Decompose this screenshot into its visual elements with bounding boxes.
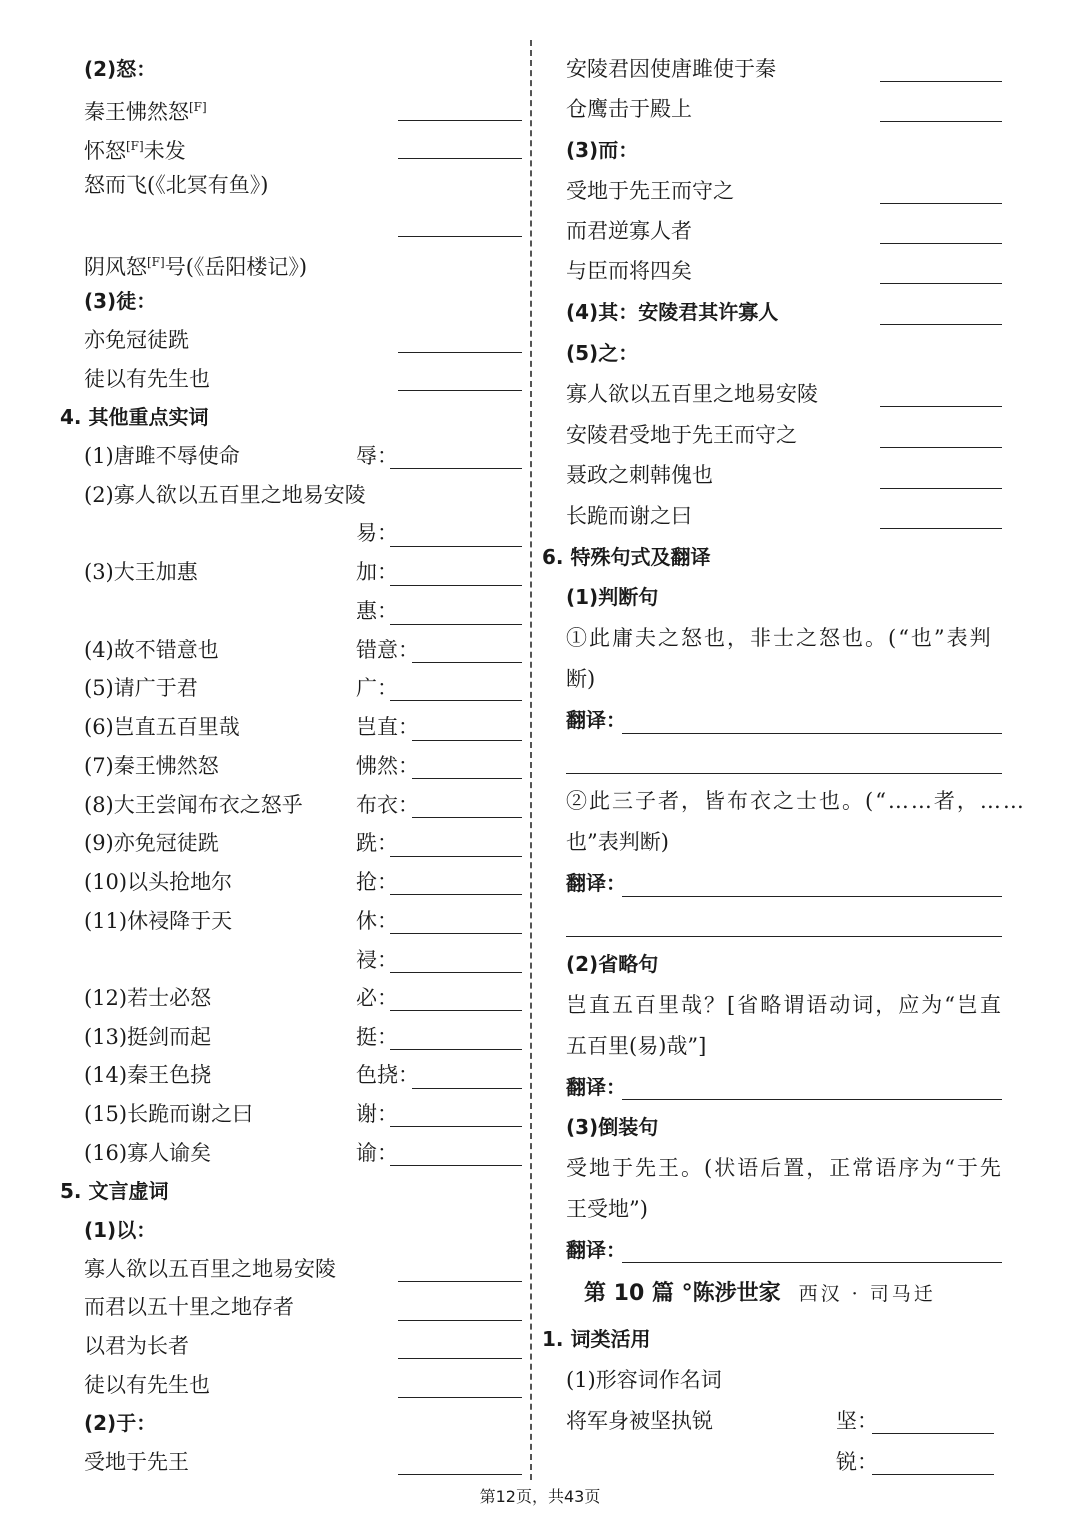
nu-item-2: 怀怒[F]未发 [84, 139, 186, 163]
tu-heading: (3)徒： [84, 289, 157, 313]
answer-blank[interactable] [390, 700, 522, 701]
sec4-label: 抢： [356, 870, 398, 894]
sec4-label: 谕： [356, 1141, 398, 1165]
chapter-title [584, 1279, 936, 1309]
sec4-label: 错意： [356, 638, 419, 662]
omit-sentence: 岂直五百里哉？[省略谓语动词，应为“岂直 [566, 993, 1003, 1017]
section-4-title: 4. 其他重点实词 [60, 405, 209, 429]
invert-sentence-cont: 王受地”) [566, 1197, 648, 1221]
er-item: 而君逆寡人者 [566, 219, 692, 243]
zhi-item: 寡人欲以五百里之地易安陵 [566, 382, 818, 406]
chapter-title-text: 第 10 篇 °陈涉世家 [584, 1281, 781, 1306]
judge-sentence-1: ①此庸夫之怒也，非士之怒也。(“也”表判 [566, 626, 993, 650]
answer-blank[interactable] [398, 1474, 522, 1475]
translate-blank[interactable] [622, 1262, 1002, 1263]
answer-blank[interactable] [398, 352, 522, 353]
translate-blank[interactable] [622, 1099, 1002, 1100]
judge-sentence-1-cont: 断) [566, 667, 596, 691]
answer-blank[interactable] [390, 585, 522, 586]
translate-label: 翻译： [566, 708, 626, 732]
sec4-item: (5)请广于君 [84, 676, 198, 700]
sec4-label: 加： [356, 560, 398, 584]
sec4-item: (4)故不错意也 [84, 638, 219, 662]
answer-blank[interactable] [412, 740, 522, 741]
answer-blank[interactable] [398, 236, 522, 237]
zhi-item: 长跪而谢之曰 [566, 504, 692, 528]
sec4-label: 必： [356, 986, 398, 1010]
answer-blank[interactable] [390, 894, 522, 895]
sec4-item: (12)若士必怒 [84, 986, 212, 1010]
answer-blank[interactable] [872, 1433, 994, 1434]
sec4-item: (6)岂直五百里哉 [84, 715, 240, 739]
section-5-title: 5. 文言虚词 [60, 1179, 169, 1203]
answer-blank[interactable] [880, 81, 1002, 82]
adj-label: 坚： [836, 1409, 878, 1433]
nu-item-3: 怒而飞(《北冥有鱼》) [84, 173, 269, 197]
answer-blank[interactable] [398, 158, 522, 159]
answer-blank[interactable] [412, 817, 522, 818]
answer-blank[interactable] [390, 1126, 522, 1127]
nu-heading: (2)怒： [84, 57, 157, 81]
yi-item: 而君以五十里之地存者 [84, 1295, 294, 1319]
answer-blank[interactable] [398, 120, 522, 121]
answer-blank[interactable] [398, 1397, 522, 1398]
answer-blank[interactable] [390, 856, 522, 857]
answer-blank[interactable] [880, 406, 1002, 407]
answer-blank[interactable] [398, 1281, 522, 1282]
yi-item: 寡人欲以五百里之地易安陵 [84, 1257, 336, 1281]
translate-label: 翻译： [566, 1075, 626, 1099]
answer-blank[interactable] [880, 528, 1002, 529]
qi-line: (4)其：安陵君其许寡人 [566, 300, 779, 324]
yi-item: 徒以有先生也 [84, 1373, 210, 1397]
sec4-item: (3)大王加惠 [84, 560, 198, 584]
answer-blank[interactable] [880, 203, 1002, 204]
er-heading: (3)而： [566, 138, 639, 162]
answer-blank[interactable] [412, 662, 522, 663]
sec4-label: 广： [356, 676, 398, 700]
omit-heading: (2)省略句 [566, 952, 659, 976]
sec4-label: 祲： [356, 948, 398, 972]
sec4-item: (2)寡人欲以五百里之地易安陵 [84, 483, 366, 507]
translate-label: 翻译： [566, 1238, 626, 1262]
yu-item: 受地于先王 [84, 1450, 189, 1474]
yi-item: 以君为长者 [84, 1334, 189, 1358]
nu-item-4: 阴风怒[F]号(《岳阳楼记》) [84, 255, 308, 279]
translate-blank[interactable] [622, 733, 1002, 734]
answer-blank[interactable] [398, 1358, 522, 1359]
section-6-title: 6. 特殊句式及翻译 [542, 545, 711, 569]
adj-label: 锐： [836, 1450, 878, 1474]
answer-blank[interactable] [880, 283, 1002, 284]
yu-item: 仓鹰击于殿上 [566, 97, 692, 121]
invert-sentence: 受地于先王。(状语后置，正常语序为“于先 [566, 1156, 1003, 1180]
answer-blank[interactable] [398, 1320, 522, 1321]
chapter-author: 西汉 · 司马迁 [798, 1283, 936, 1305]
tu-item: 徒以有先生也 [84, 367, 210, 391]
answer-blank[interactable] [390, 1010, 522, 1011]
yi-heading: (1)以： [84, 1218, 157, 1242]
sec4-label: 辱： [356, 444, 398, 468]
answer-blank[interactable] [412, 1088, 522, 1089]
sec4-label: 岂直： [356, 715, 419, 739]
answer-blank[interactable] [390, 1165, 522, 1166]
answer-blank[interactable] [880, 447, 1002, 448]
sec4-label: 易： [356, 521, 398, 545]
judge-heading: (1)判断句 [566, 585, 659, 609]
sec4-item: (11)休祲降于天 [84, 909, 233, 933]
answer-blank[interactable] [880, 243, 1002, 244]
adj-heading: (1)形容词作名词 [566, 1368, 722, 1392]
omit-sentence-cont: 五百里(易)哉”] [566, 1034, 707, 1058]
translate-blank[interactable] [566, 773, 1002, 774]
zhi-item: 安陵君受地于先王而守之 [566, 423, 797, 447]
answer-blank[interactable] [390, 546, 522, 547]
sec4-item: (14)秦王色挠 [84, 1063, 212, 1087]
sec4-label: 布衣： [356, 793, 419, 817]
sec4-item: (10)以头抢地尔 [84, 870, 233, 894]
answer-blank[interactable] [412, 778, 522, 779]
sec4-item: (16)寡人谕矣 [84, 1141, 212, 1165]
column-divider [530, 40, 532, 1480]
answer-blank[interactable] [880, 121, 1002, 122]
answer-blank[interactable] [880, 324, 1002, 325]
answer-blank[interactable] [390, 468, 522, 469]
answer-blank[interactable] [390, 933, 522, 934]
answer-blank[interactable] [390, 1049, 522, 1050]
sec4-label: 休： [356, 909, 398, 933]
tu-item: 亦免冠徒跣 [84, 328, 189, 352]
answer-blank[interactable] [390, 624, 522, 625]
er-item: 受地于先王而守之 [566, 179, 734, 203]
answer-blank[interactable] [390, 972, 522, 973]
sec4-label: 色挠： [356, 1063, 419, 1087]
yu-item: 安陵君因使唐雎使于秦 [566, 57, 776, 81]
yu-heading: (2)于： [84, 1411, 157, 1435]
sec4-label: 惠： [356, 599, 398, 623]
adj-item: 将军身被坚执锐 [566, 1409, 713, 1433]
judge-sentence-2: ②此三子者，皆布衣之士也。(“……者，…… [566, 789, 1026, 813]
answer-blank[interactable] [398, 390, 522, 391]
page-footer: 第12页，共43页 [479, 1487, 601, 1506]
answer-blank[interactable] [872, 1474, 994, 1475]
zhi-heading: (5)之： [566, 341, 639, 365]
zhi-item: 聂政之刺韩傀也 [566, 463, 713, 487]
nu-item-1: 秦王怫然怒[F] [84, 100, 207, 124]
sec4-item: (15)长跪而谢之曰 [84, 1102, 254, 1126]
translate-label: 翻译： [566, 871, 626, 895]
sec4-item: (7)秦王怫然怒 [84, 754, 219, 778]
sec4-label: 怫然： [356, 754, 419, 778]
invert-heading: (3)倒装句 [566, 1115, 659, 1139]
sec4-item: (9)亦免冠徒跣 [84, 831, 219, 855]
sec4-item: (8)大王尝闻布衣之怒乎 [84, 793, 303, 817]
translate-blank[interactable] [566, 936, 1002, 937]
sec4-label: 挺： [356, 1025, 398, 1049]
sec4-item: (1)唐雎不辱使命 [84, 444, 240, 468]
answer-blank[interactable] [880, 488, 1002, 489]
er-item: 与臣而将四矣 [566, 259, 692, 283]
sec4-item: (13)挺剑而起 [84, 1025, 212, 1049]
sec4-label: 谢： [356, 1102, 398, 1126]
section-1-title: 1. 词类活用 [542, 1327, 651, 1351]
judge-sentence-2-cont: 也”表判断) [566, 830, 669, 854]
translate-blank[interactable] [622, 896, 1002, 897]
sec4-label: 跣： [356, 831, 398, 855]
